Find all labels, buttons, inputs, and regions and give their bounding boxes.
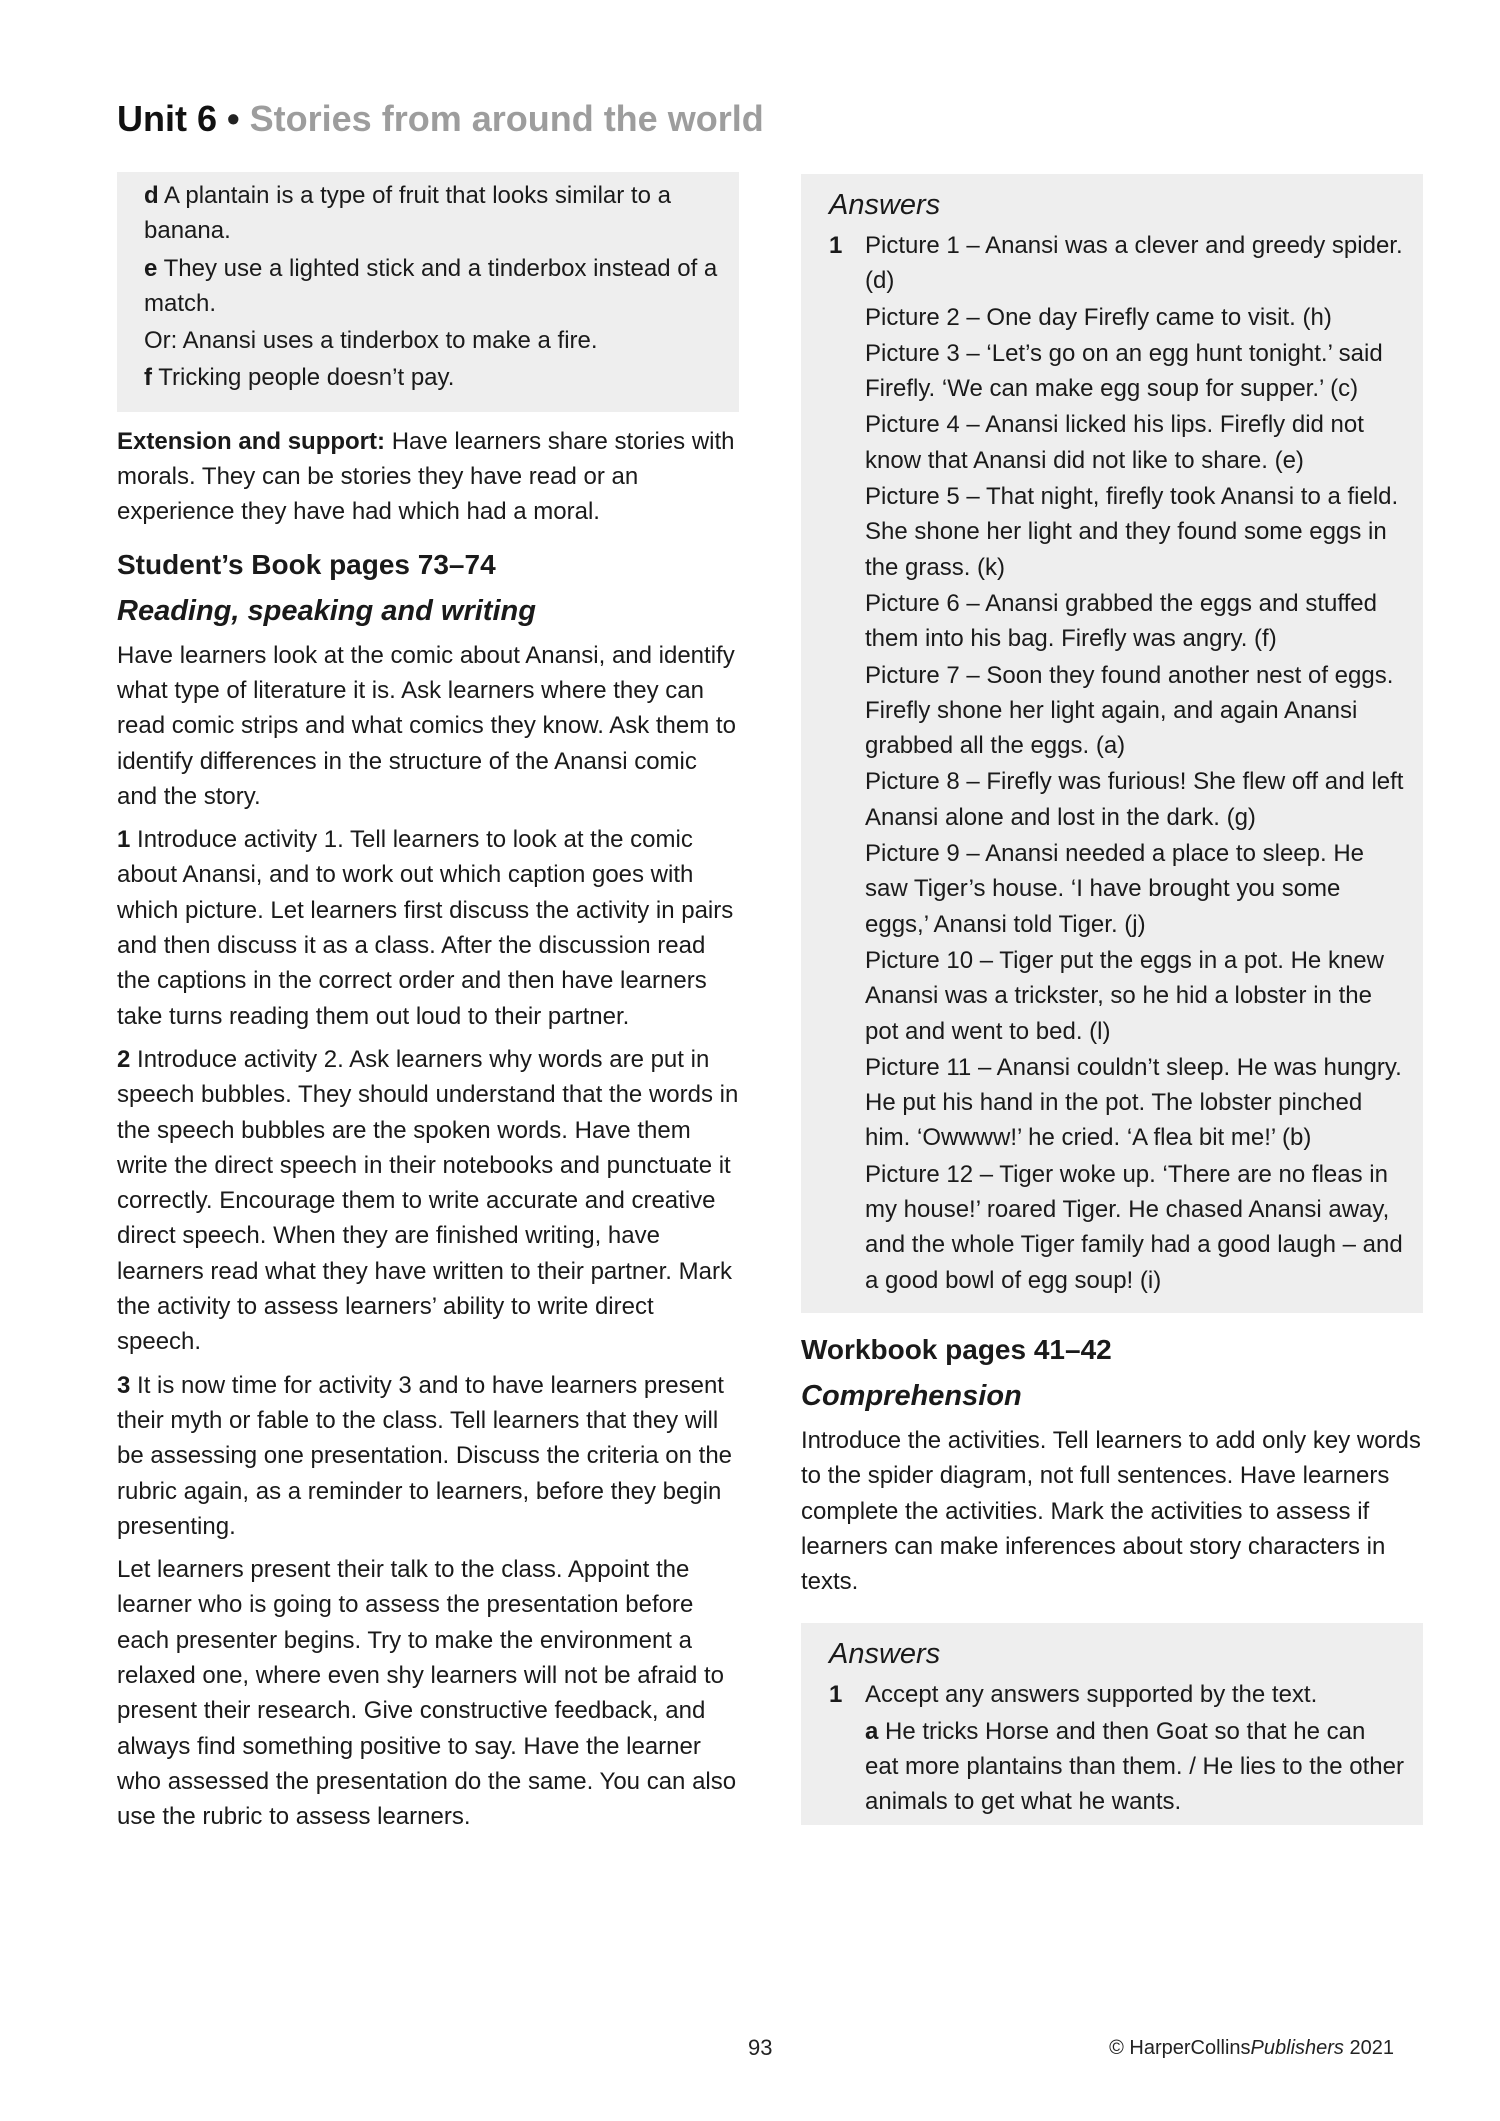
activity-1: 1 Introduce activity 1. Tell learners to look at the comic about Anansi, and to work out which caption goes with which picture. Let learners first discuss the activity in pairs and then discuss it as a class. After the discussion read the captions in the correct order and then have learners take turns reading them out loud to their partner. — [117, 826, 734, 1030]
reading-speaking-writing-heading: Reading, speaking and writing — [117, 594, 536, 627]
answer-1: 1 Picture 1 – Anansi was a clever and greedy spider. (d) Picture 2 – One day Firefly came to visit. (h) Picture 3 – ‘Let’s go on an egg hunt tonight.’ said Firefly. ‘We can make egg soup for supper.’ (c) Picture 4 – Anansi licked his lips. Firefly did not know that Anansi did not like to share. (e) Picture 5 – That night, firefly took Anansi to a field. She shone her light and they found some eggs in the grass. (k) Picture 6 – Anansi grabbed the eggs and stuffed them into his bag. Firefly was angry. (f) Picture 7 – Soon they found another nest of eggs. Firefly shone her light again, and again Anansi grabbed all the eggs. (a) Picture 8 – Firefly was furious! She flew off and left Anansi alone and lost in the dark. (g) Picture 9 – Anansi needed a place to sleep. He saw Tiger’s house. ‘I have brought you some eggs,’ Anansi told Tiger. (j) Picture 10 – Tiger put the eggs in a pot. He knew Anansi was a trickster, so he hid a lobster in the pot and went to bed. (l) Picture 11 – Anansi couldn’t sleep. He was hungry. He put his hand in the pot. The lobster pinched him. ‘Owwww!’ he cried. ‘A flea bit me!’ (b) Picture 12 – Tiger woke up. ‘There are no fleas in my house!’ roared Tiger. He chased Anansi away, and the whole Tiger family had a good laugh – and a good bowl of egg soup! (i) — [829, 228, 1405, 1299]
picture-caption: Picture 12 – Tiger woke up. ‘There are no fleas in my house!’ roared Tiger. He chased Anansi away, and the whole Tiger family had a good laugh – and a good bowl of egg soup! (i) — [865, 1160, 1403, 1294]
answers-box-picture-captions — [801, 174, 1423, 1313]
copyright: © HarperCollinsPublishers 2021 — [1109, 2037, 1394, 2059]
picture-caption: Picture 1 – Anansi was a clever and greedy spider. (d) — [865, 232, 1403, 295]
left-column — [117, 172, 739, 1842]
unit-title: Stories from around the world — [249, 98, 764, 139]
answer-a: a He tricks Horse and then Goat so that he can eat more plantains than them. / He lies to the other animals to get what he wants. — [865, 1717, 1404, 1816]
answers-heading: Answers — [829, 1638, 941, 1671]
picture-caption: Picture 3 – ‘Let’s go on an egg hunt tonight.’ said Firefly. ‘We can make egg soup for supper.’ (c) — [865, 339, 1383, 403]
picture-caption: Picture 4 – Anansi licked his lips. Firefly did not know that Anansi did not like to share. (e) — [865, 411, 1364, 474]
answers-heading: Answers — [829, 189, 941, 221]
picture-caption: Picture 7 – Soon they found another nest of eggs. Firefly shone her light again, and again Anansi grabbed all the eggs. (a) — [865, 661, 1394, 760]
answers-continuation-box — [117, 172, 739, 412]
picture-caption: Picture 6 – Anansi grabbed the eggs and stuffed them into his bag. Firefly was angry. (f) — [865, 589, 1377, 653]
workbook-heading: Workbook pages 41–42 — [801, 1333, 1112, 1365]
answer-1: 1 Accept any answers supported by the text. a He tricks Horse and then Goat so that he can eat more plantains than them. / He lies to the other animals to get what he wants. — [829, 1677, 1405, 1820]
presentation-paragraph: Let learners present their talk to the class. Appoint the learner who is going to assess the presentation before each presenter begins. Try to make the environment a relaxed one, where even shy learners will not be afraid to present their research. Give constructive feedback, and always find something positive to say. Have the learner who assessed the presentation do the same. You can also use the rubric to assess learners. — [117, 1556, 737, 1831]
comprehension-heading: Comprehension — [801, 1379, 1022, 1412]
right-column — [801, 174, 1423, 1825]
extension-support: Extension and support: Have learners share stories with morals. They can be stories they have read or an experience they have had which had a moral. — [117, 427, 735, 526]
intro-paragraph: Have learners look at the comic about Anansi, and identify what type of literature it is. Ask learners where they can read comic strips and what comics they know. Ask them to identify differences in the structure of the Anansi comic and the story. — [117, 641, 736, 810]
picture-caption: Picture 11 – Anansi couldn’t sleep. He was hungry. He put his hand in the pot. The lobster pinched him. ‘Owwww!’ he cried. ‘A flea bit me!’ (b) — [865, 1053, 1402, 1152]
picture-caption: Picture 9 – Anansi needed a place to sleep. He saw Tiger’s house. ‘I have brought you some eggs,’ Anansi told Tiger. (j) — [865, 840, 1365, 938]
page-header — [117, 98, 764, 140]
answers-box-comprehension — [801, 1623, 1423, 1824]
picture-caption-list — [865, 228, 1405, 1299]
answer-d: d A plantain is a type of fruit that looks similar to a banana. — [144, 182, 671, 245]
picture-caption: Picture 2 – One day Firefly came to visit. (h) — [865, 303, 1332, 331]
answer-e: e They use a lighted stick and a tinderbox instead of a match. — [144, 254, 718, 317]
activity-2: 2 Introduce activity 2. Ask learners why words are put in speech bubbles. They should understand that the words in the speech bubbles are the spoken words. Have them write the direct speech in their notebooks and punctuate it correctly. Encourage them to write accurate and creative direct speech. When they are finished writing, have learners read what they have written to their partner. Mark the activity to assess learners’ ability to write direct speech. — [117, 1045, 739, 1356]
comprehension-intro: Introduce the activities. Tell learners to add only key words to the spider diagram, not full sentences. Have learners complete the activities. Mark the activities to assess if learners can make inferences about story characters in texts. — [801, 1426, 1421, 1596]
answer-e-alternative: Or: Anansi uses a tinderbox to make a fire. — [144, 327, 598, 355]
page-number: 93 — [748, 2035, 773, 2060]
header-separator: • — [227, 98, 240, 139]
picture-caption: Picture 8 – Firefly was furious! She flew off and left Anansi alone and lost in the dark. (g) — [865, 768, 1404, 831]
accept-any-answers: Accept any answers supported by the text. — [865, 1681, 1318, 1709]
activity-3: 3 It is now time for activity 3 and to have learners present their myth or fable to the class. Tell learners that they will be assessing one presentation. Discuss the criteria on the rubric again, as a reminder to learners, before they begin presenting. — [117, 1371, 733, 1540]
answer-f: f Tricking people doesn’t pay. — [144, 364, 455, 392]
picture-caption: Picture 5 – That night, firefly took Anansi to a field. She shone her light and they found some eggs in the grass. (k) — [865, 483, 1399, 581]
students-book-heading: Student’s Book pages 73–74 — [117, 548, 496, 580]
picture-caption: Picture 10 – Tiger put the eggs in a pot. He knew Anansi was a trickster, so he hid a lobster in the pot and went to bed. (l) — [865, 946, 1384, 1045]
unit-number: Unit 6 — [117, 98, 218, 139]
